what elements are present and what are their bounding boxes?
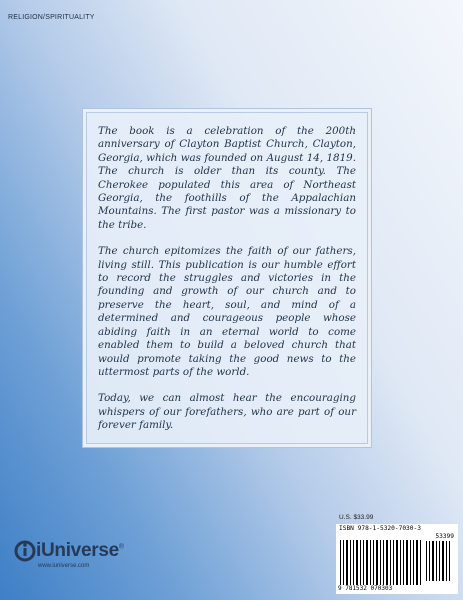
barcode-bar	[360, 540, 361, 585]
barcode-bar	[439, 541, 440, 581]
description-text	[98, 125, 356, 446]
category-label: RELIGION/SPIRITUALITY	[8, 14, 95, 21]
barcode-bar	[413, 540, 414, 585]
paragraph-2: The church epitomizes the faith of our fathers, living still. This publication is our humble effort to record the struggles and victories in the founding and growth of our church and to preserve the heart, soul, and mind of a determined and courageous people whose abiding faith in an eternal world to come enabled them to build a beloved church that would promote taking the good news to the uttermost parts of the world.	[98, 245, 356, 378]
paragraph-1: The book is a celebration of the 200th anniversary of Clayton Baptist Church, Clayton, Georgia, which was founded on August 14, 1819. The church is older than its county. The Cherokee populated this area of Northeast Georgia, the foothills of the Appalachian Mountains. The first pastor was a missionary to the tribe.	[98, 125, 356, 231]
barcode-bar	[436, 541, 437, 581]
iuniverse-swirl-icon	[14, 539, 36, 563]
barcode-bar	[340, 540, 341, 585]
barcode-bar	[406, 540, 408, 585]
addon-barcode-bars	[426, 541, 453, 581]
barcode-bar	[403, 540, 404, 585]
barcode-bar	[390, 540, 391, 585]
barcode-bar	[420, 540, 421, 585]
barcode-bar	[432, 541, 434, 581]
barcode-bar	[366, 540, 368, 585]
publisher-url: www.iuniverse.com	[38, 563, 90, 569]
barcode-bar	[446, 541, 447, 581]
barcode-bar	[346, 540, 348, 585]
paragraph-3: Today, we can almost hear the encouraging whispers of our forefathers, who are part of our forever family.	[98, 392, 356, 432]
barcode-bar	[383, 540, 384, 585]
barcode-bar	[410, 540, 411, 585]
barcode-bar	[396, 540, 398, 585]
barcode-bar	[380, 540, 381, 585]
publisher-name: iUniverse®	[36, 540, 124, 561]
price-label: U.S. $33.99	[339, 514, 374, 521]
publisher-logo	[14, 538, 144, 578]
barcode-bar	[429, 541, 430, 581]
barcode-bar	[350, 540, 351, 585]
barcode-bar	[416, 540, 418, 585]
price-code: 53399	[435, 533, 454, 540]
barcode-bar	[393, 540, 394, 585]
barcode-bar	[400, 540, 401, 585]
barcode-bar	[356, 540, 358, 585]
barcode-bar	[370, 540, 371, 585]
description-panel	[86, 112, 368, 444]
barcode-bar	[373, 540, 374, 585]
barcode-bar	[353, 540, 354, 585]
barcode-bar	[343, 540, 344, 585]
ean-number: 9 781532 070303	[338, 585, 393, 592]
barcode-bar	[449, 541, 450, 581]
barcode-bar	[426, 541, 427, 581]
isbn-text: ISBN 978-1-5320-7030-3	[339, 525, 421, 532]
barcode-bar	[442, 541, 444, 581]
barcode-bar	[376, 540, 378, 585]
barcode-bar	[363, 540, 364, 585]
barcode-bar	[386, 540, 388, 585]
barcode	[336, 524, 458, 594]
barcode-bars	[340, 540, 422, 585]
